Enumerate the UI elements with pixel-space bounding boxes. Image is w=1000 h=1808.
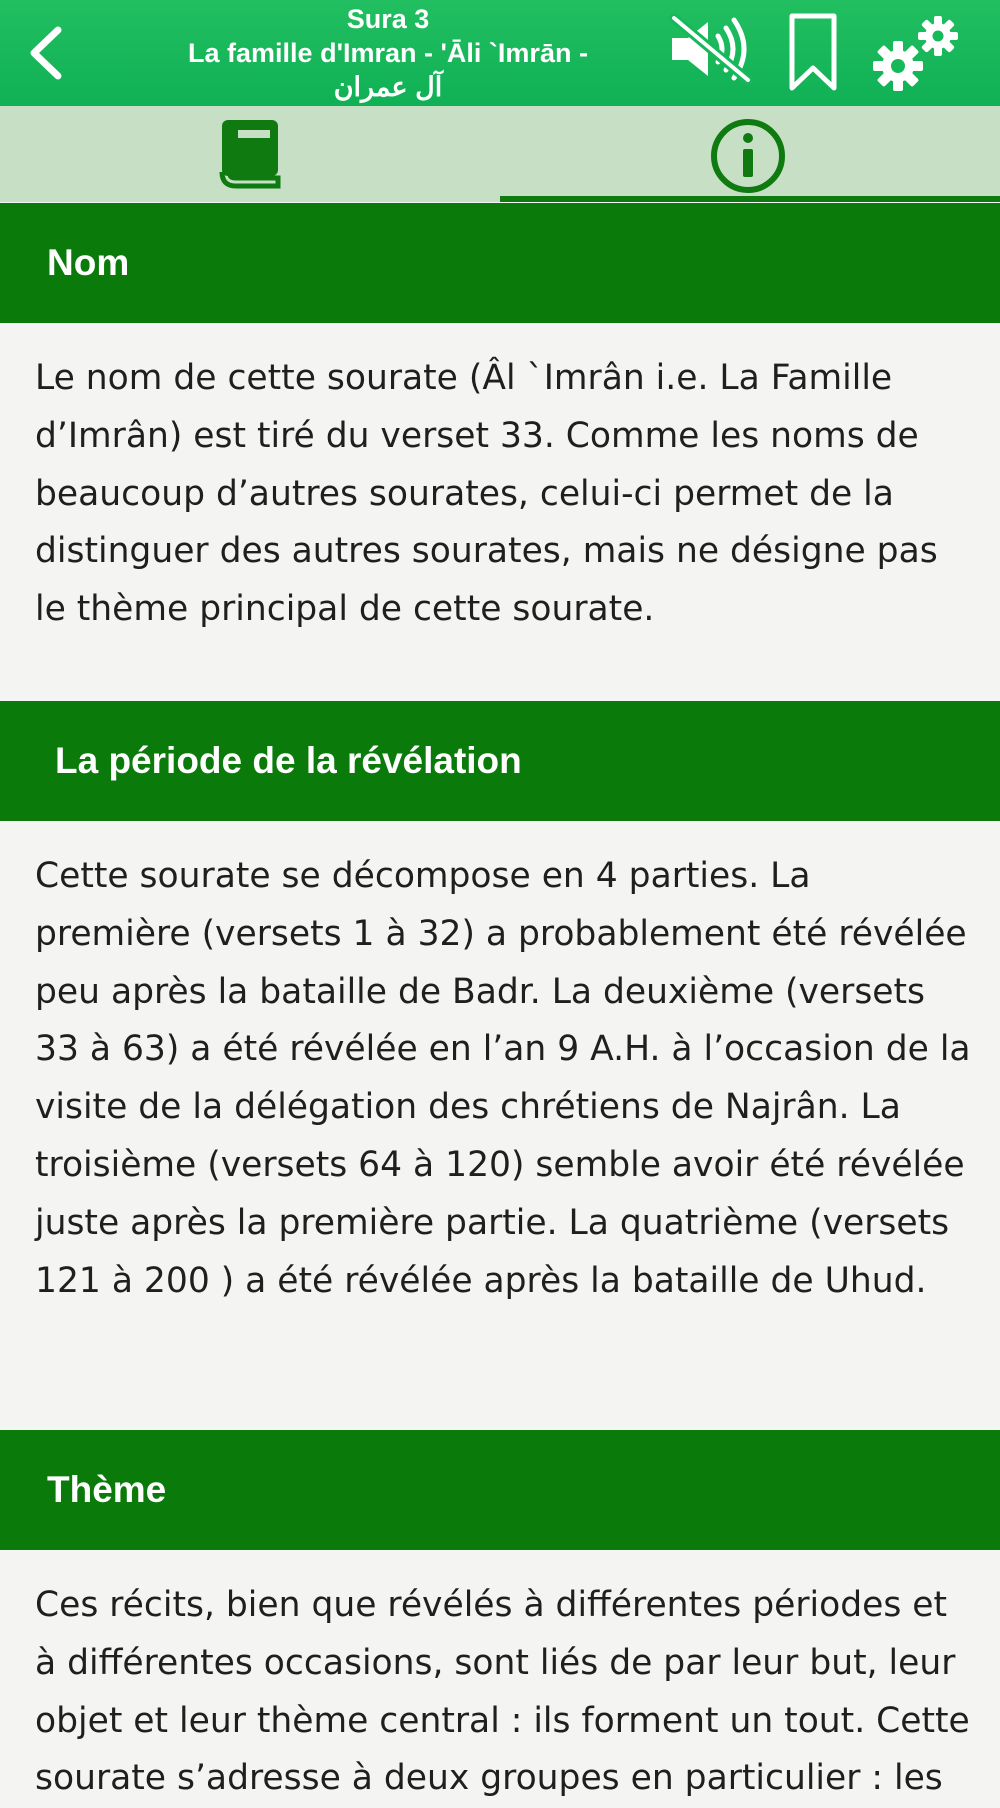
section-title: Nom bbox=[47, 242, 130, 283]
active-tab-indicator bbox=[500, 196, 1000, 202]
top-bar bbox=[0, 0, 1000, 106]
bookmark-icon bbox=[782, 12, 844, 94]
sura-number: Sura 3 bbox=[346, 4, 430, 34]
section-title: Thème bbox=[47, 1469, 167, 1510]
gears-icon bbox=[866, 12, 966, 94]
settings-button[interactable] bbox=[866, 12, 966, 94]
tab-info[interactable] bbox=[500, 106, 1000, 202]
section-text-theme: Ces récits, bien que révélés à différentes périodes et à différentes occasions, sont liés de par leur but, leur objet et leur thème central : ils forment un tout. Cette sourate s’adresse à deux groupes en particulier : les bbox=[35, 1585, 970, 1799]
sura-name: La famille d'Imran - 'Āli `Imrān - bbox=[188, 38, 588, 68]
back-button[interactable] bbox=[22, 18, 78, 88]
section-title: La période de la révélation bbox=[55, 740, 522, 781]
section-header-periode bbox=[0, 701, 1000, 821]
section-text-periode: Cette sourate se décompose en 4 parties. La première (versets 1 à 32) a probablement été révélée peu après la bataille de Badr. La deuxième (versets 33 à 63) a été révélée en l’an 9 A.H. à l’occasion de la visite de la délégation des chrétiens de Najrân. La troisième (versets 64 à 120) semble avoir été révélée juste après la première partie. La quatrième (versets 121 à 200 ) a été révélée après la bataille de Uhud. bbox=[35, 856, 971, 1301]
sura-title bbox=[150, 0, 626, 106]
sura-name-arabic: آل عمران bbox=[333, 72, 443, 102]
tab-text[interactable] bbox=[0, 106, 500, 202]
bookmark-button[interactable] bbox=[782, 12, 844, 94]
book-icon bbox=[218, 118, 282, 190]
section-text-nom: Le nom de cette sourate (Âl `Imrân i.e. La Famille d’Imrân) est tiré du verset 33. Comme les noms de beaucoup d’autres sourates, celui-ci permet de la distinguer des autres sourates, mais ne désigne pas le thème principal de cette sourate. bbox=[35, 358, 938, 630]
tab-bar bbox=[0, 106, 1000, 202]
section-header-nom bbox=[0, 203, 1000, 323]
chevron-left-icon bbox=[22, 18, 78, 88]
section-header-theme bbox=[0, 1430, 1000, 1550]
mute-button[interactable] bbox=[668, 14, 752, 84]
info-circle-icon bbox=[708, 116, 788, 196]
speaker-muted-icon bbox=[668, 14, 752, 84]
